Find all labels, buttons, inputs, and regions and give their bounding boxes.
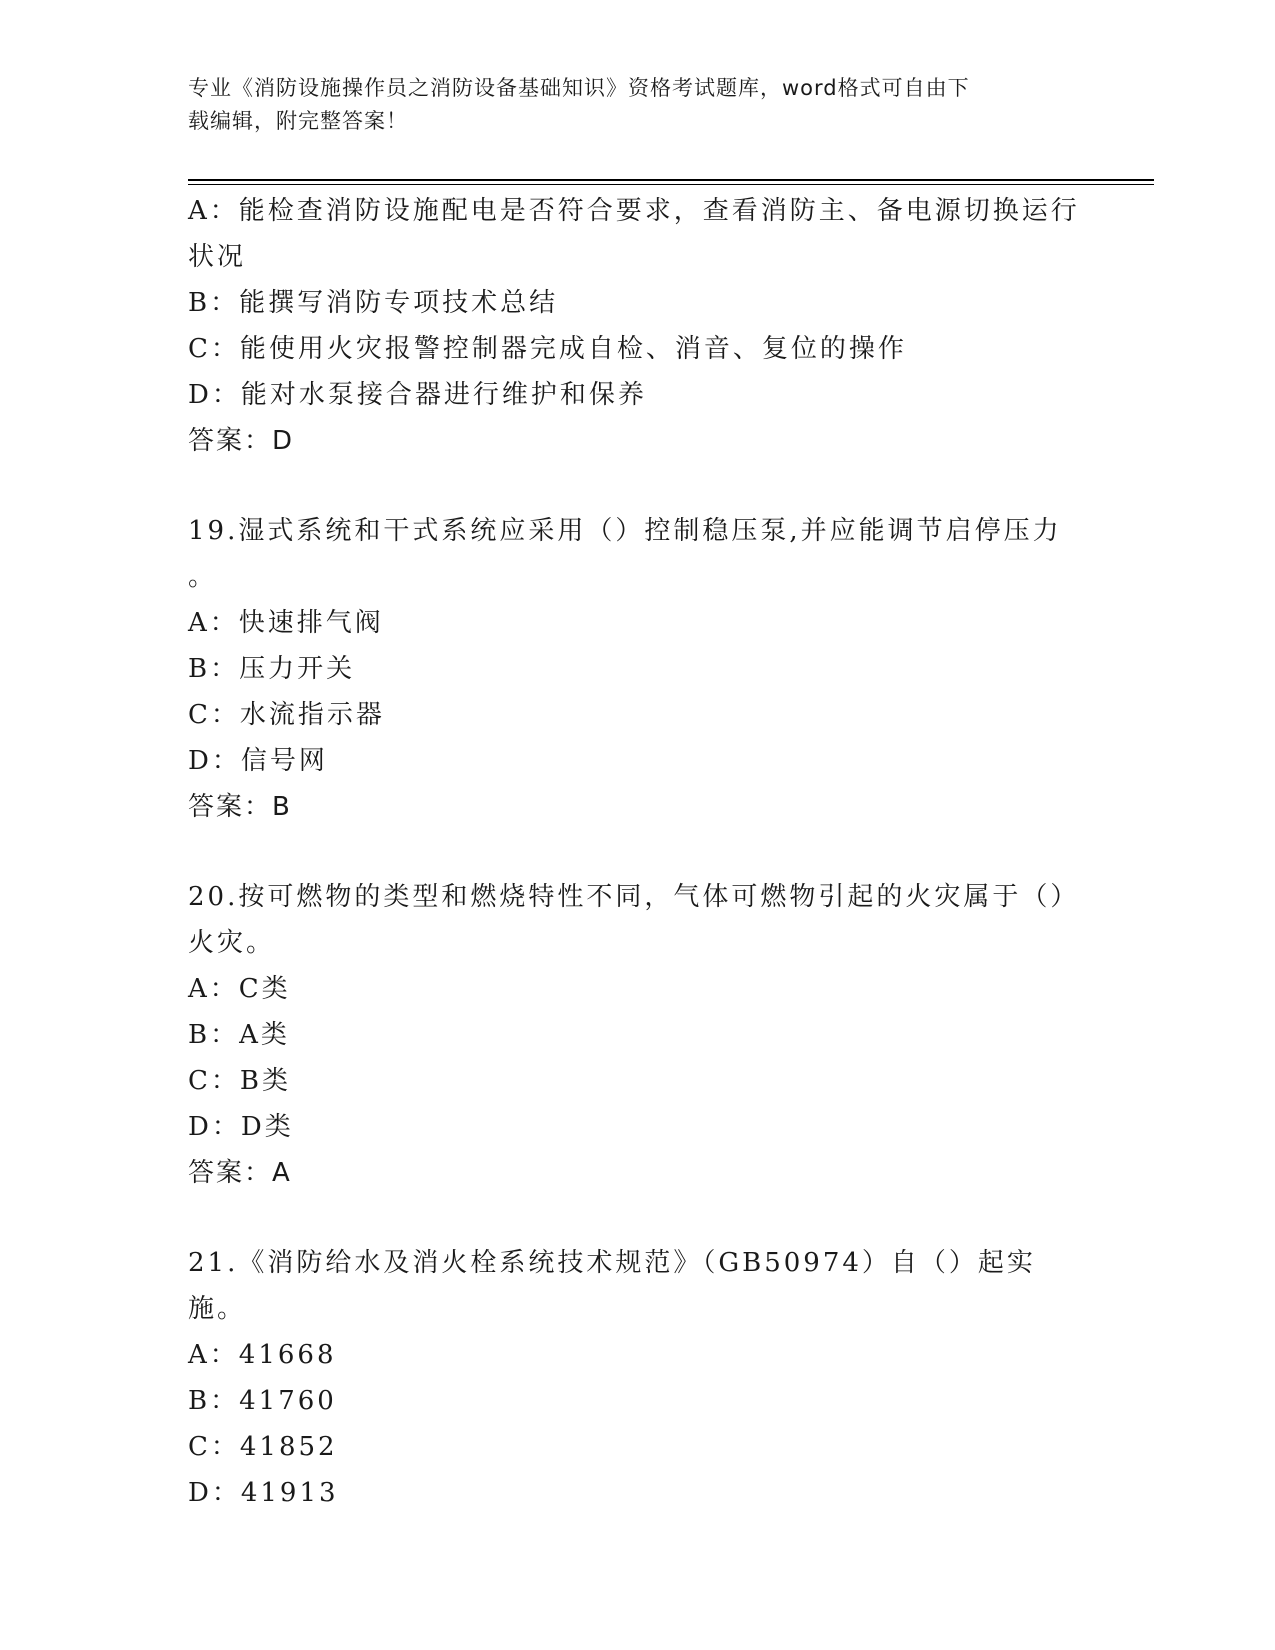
option-c: C：B类: [188, 1066, 292, 1096]
option-a: A：能检查消防设施配电是否符合要求，查看消防主、备电源切换运行: [188, 196, 1080, 226]
option-c: C：水流指示器: [188, 700, 385, 730]
header-divider-thick: [188, 179, 1154, 181]
question-21: [188, 1240, 1088, 1516]
option-b: B：能撰写消防专项技术总结: [188, 288, 559, 318]
question-stem: 21.《消防给水及消火栓系统技术规范》（GB50974）自（）起实施。: [188, 1248, 1036, 1324]
option-a-continued: 状况: [188, 242, 247, 272]
option-d: D：D类: [188, 1112, 294, 1142]
question-stem: 20.按可燃物的类型和燃烧特性不同，气体可燃物引起的火灾属于（）: [188, 882, 1080, 912]
option-c: C：能使用火灾报警控制器完成自检、消音、复位的操作: [188, 334, 907, 364]
header-divider-thin: [188, 184, 1154, 185]
option-a: A：C类: [188, 974, 291, 1004]
question-18: [188, 188, 1088, 464]
answer: 答案：D: [188, 426, 295, 456]
answer: 答案：A: [188, 1158, 292, 1188]
document-header: [188, 72, 1068, 138]
option-a: A：41668: [188, 1340, 337, 1370]
question-stem: 19.湿式系统和干式系统应采用（）控制稳压泵,并应能调节启停压力: [188, 516, 1062, 546]
question-stem-continued: 。: [188, 562, 218, 592]
header-line-1: 专业《消防设施操作员之消防设备基础知识》资格考试题库，word格式可自由下: [188, 76, 970, 100]
option-a: A：快速排气阀: [188, 608, 384, 638]
option-b: B：41760: [188, 1386, 337, 1416]
option-c: C：41852: [188, 1432, 338, 1462]
answer: 答案：B: [188, 792, 292, 822]
question-19: [188, 508, 1088, 830]
option-b: B：A类: [188, 1020, 290, 1050]
option-b: B：压力开关: [188, 654, 356, 684]
spacer: [188, 830, 1088, 874]
option-d: D：41913: [188, 1478, 339, 1508]
spacer: [188, 1196, 1088, 1240]
question-stem-continued: 火灾。: [188, 928, 276, 958]
option-d: D：能对水泵接合器进行维护和保养: [188, 380, 647, 410]
spacer: [188, 464, 1088, 508]
question-20: [188, 874, 1088, 1196]
question-list: [188, 188, 1088, 1516]
option-d: D：信号网: [188, 746, 328, 776]
header-line-2: 载编辑，附完整答案！: [188, 109, 408, 133]
